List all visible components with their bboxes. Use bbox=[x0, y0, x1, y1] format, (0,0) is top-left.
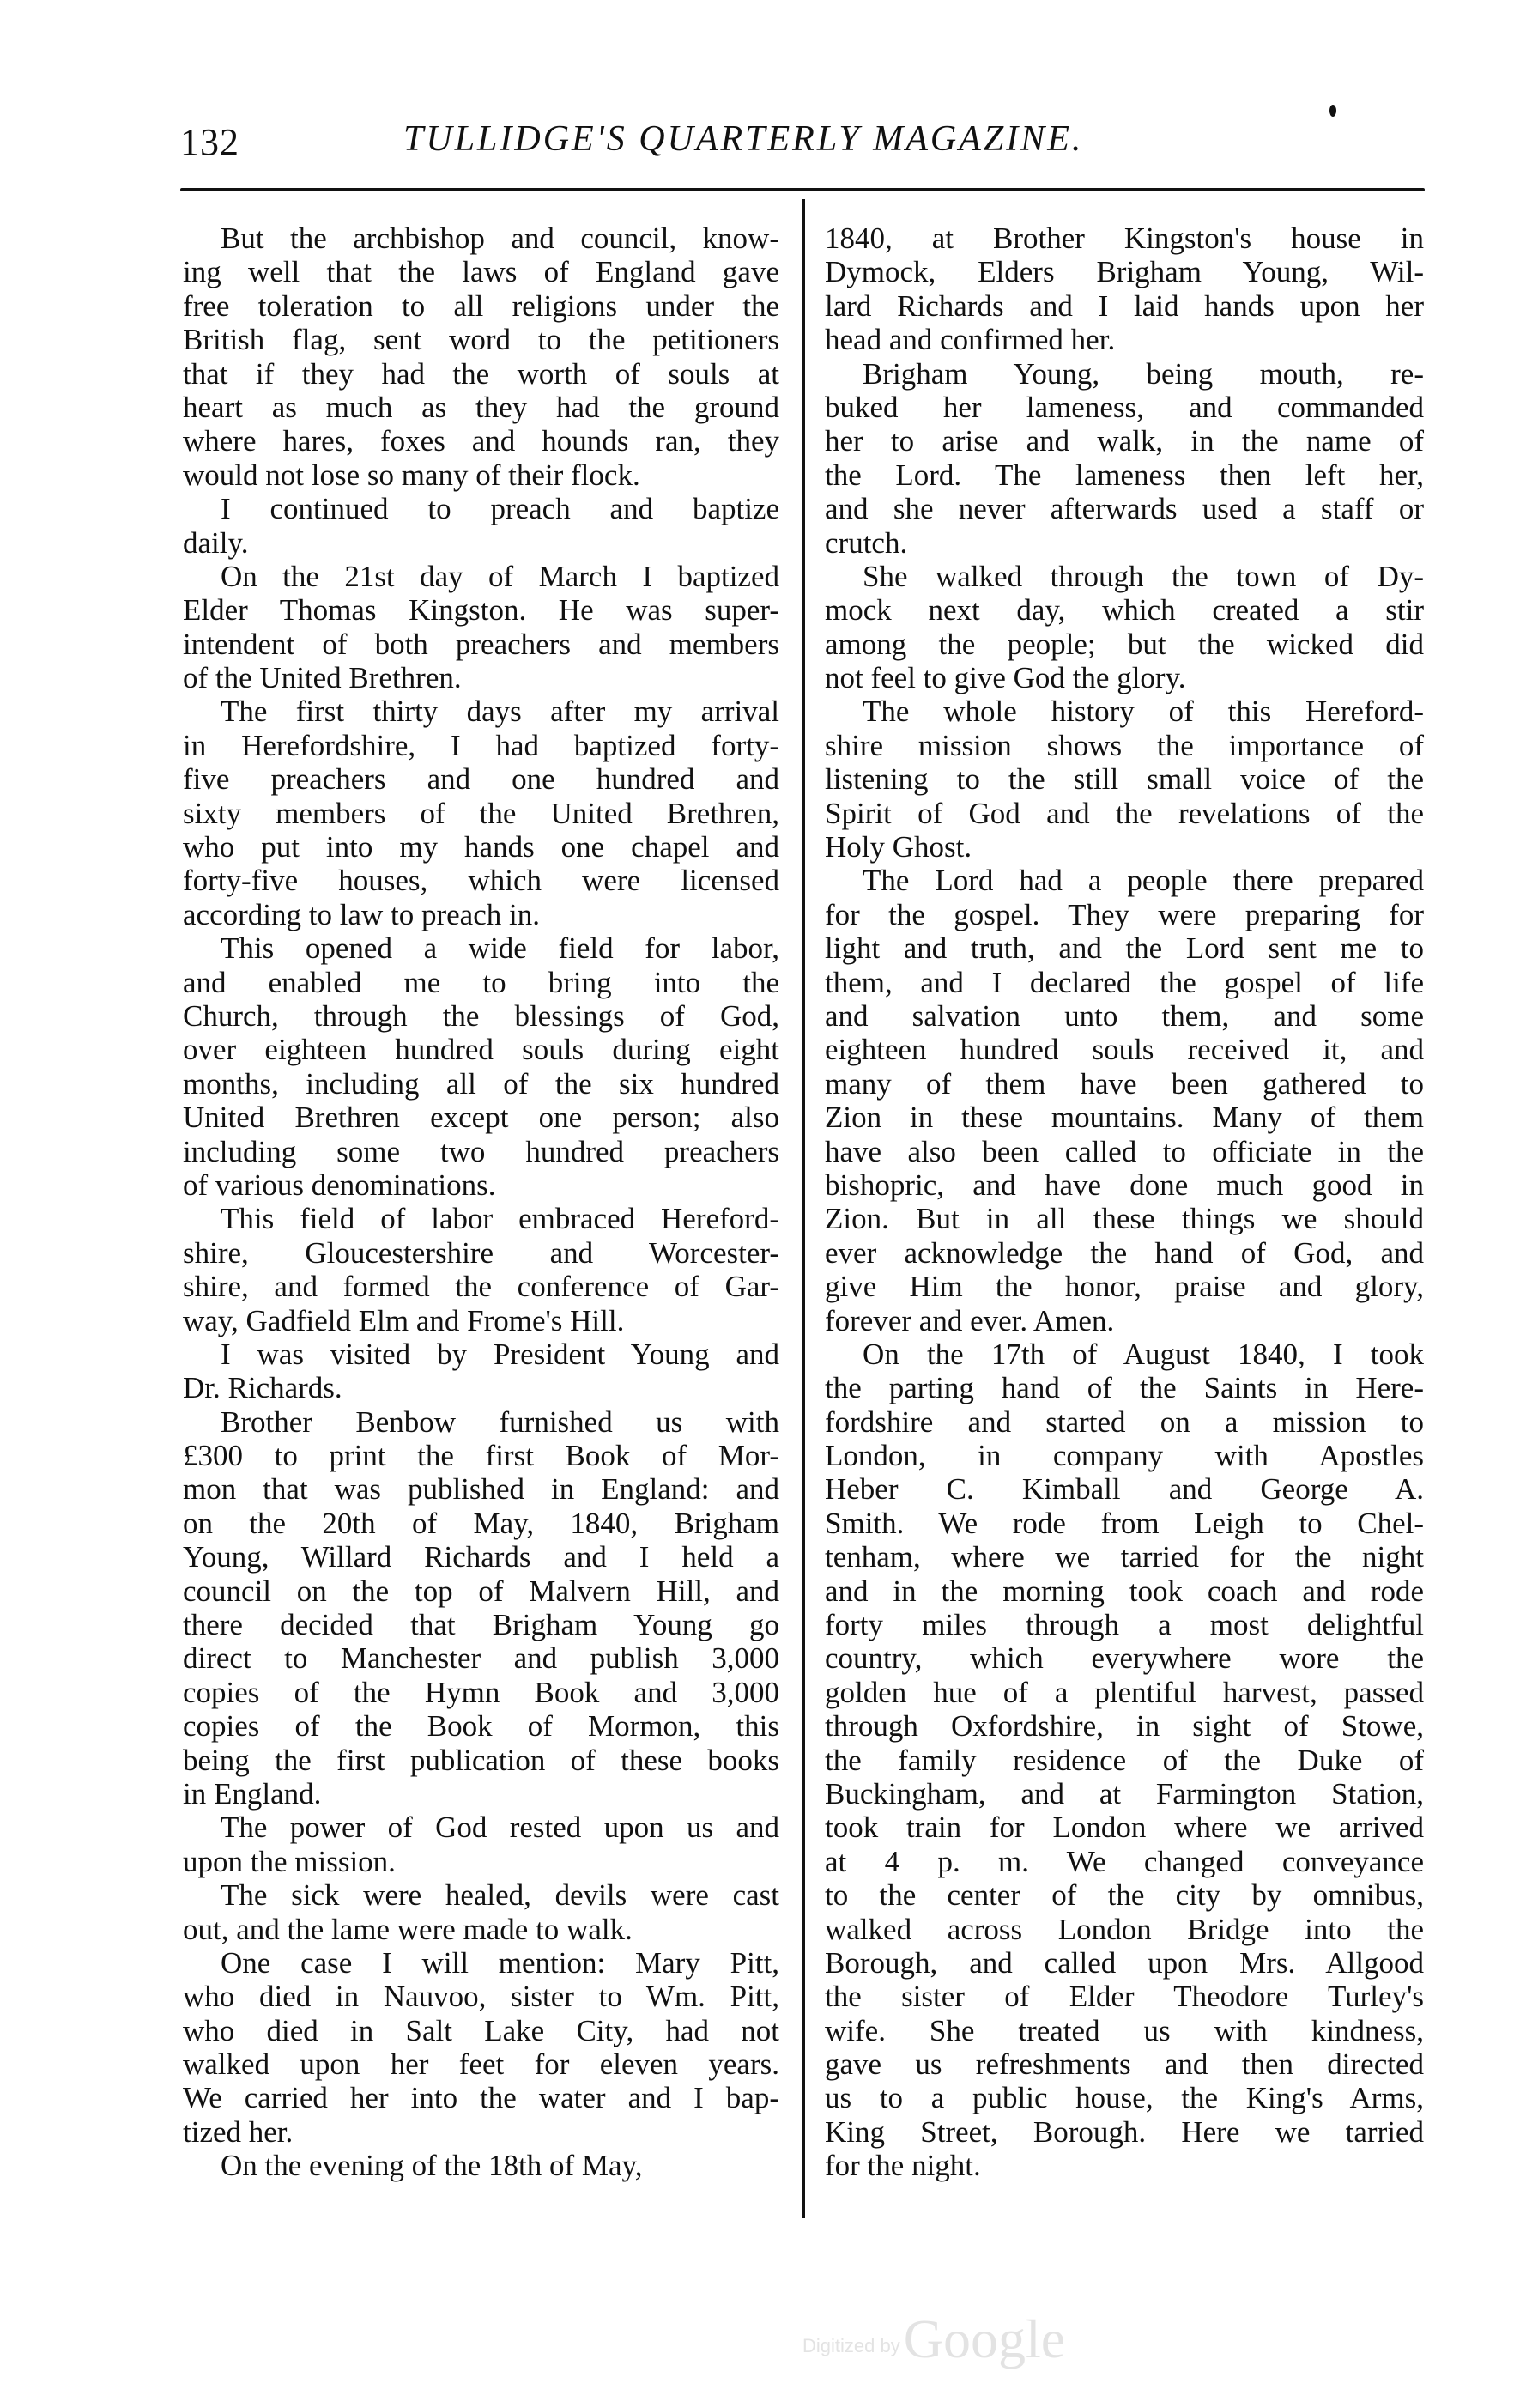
paragraph bbox=[183, 560, 779, 695]
text-line: Dr. Richards. bbox=[183, 1371, 342, 1405]
text-line: British flag, sent word to the petitioners bbox=[183, 323, 779, 357]
column-divider bbox=[802, 199, 805, 2218]
text-line: who died in Nauvoo, sister to Wm. Pitt, bbox=[183, 1980, 779, 2014]
paragraph bbox=[183, 1405, 779, 1811]
text-line: months, including all of the six hundred bbox=[183, 1066, 779, 1101]
print-speck bbox=[1329, 105, 1336, 117]
paragraph bbox=[183, 1202, 779, 1337]
paragraph bbox=[825, 694, 1424, 864]
text-line: Smith. We rode from Leigh to Chel- bbox=[825, 1506, 1424, 1540]
watermark-text: Digitized by bbox=[802, 2335, 900, 2356]
text-line: over eighteen hundred souls during eight bbox=[183, 1033, 779, 1067]
text-line: way, Gadfield Elm and Frome's Hill. bbox=[183, 1303, 625, 1337]
text-line: us to a public house, the King's Arms, bbox=[825, 2081, 1424, 2115]
text-line: the Lord. The lameness then left her, bbox=[825, 458, 1424, 492]
text-line: ever acknowledge the hand of God, and bbox=[825, 1235, 1424, 1270]
text-line: council on the top of Malvern Hill, and bbox=[183, 1574, 779, 1608]
text-line: sixty members of the United Brethren, bbox=[183, 796, 779, 830]
text-line: who put into my hands one chapel and bbox=[183, 830, 779, 864]
text-line: light and truth, and the Lord sent me to bbox=[825, 931, 1424, 966]
text-line: free toleration to all religions under the bbox=[183, 288, 779, 323]
text-line: The whole history of this Hereford- bbox=[863, 694, 1424, 729]
left-column bbox=[183, 221, 779, 2183]
text-line: not feel to give God the glory. bbox=[825, 661, 1186, 695]
text-line: She walked through the town of Dy- bbox=[863, 559, 1424, 593]
google-logo: Google bbox=[903, 2308, 1066, 2369]
text-line: her to arise and walk, in the name of bbox=[825, 424, 1424, 458]
text-line: ing well that the laws of England gave bbox=[183, 255, 779, 289]
paragraph bbox=[825, 1337, 1424, 2183]
text-line: country, which everywhere wore the bbox=[825, 1641, 1424, 1676]
header-rule bbox=[180, 188, 1425, 191]
page-number: 132 bbox=[180, 121, 239, 163]
text-line: of various denominations. bbox=[183, 1168, 496, 1202]
text-line: have also been called to officiate in the bbox=[825, 1134, 1424, 1168]
text-line: listening to the still small voice of the bbox=[825, 762, 1424, 797]
text-line: Borough, and called upon Mrs. Allgood bbox=[825, 1945, 1424, 1980]
paragraph bbox=[183, 221, 779, 492]
text-line: Church, through the blessings of God, bbox=[183, 998, 779, 1033]
text-line: Brigham Young, being mouth, re- bbox=[863, 356, 1424, 391]
text-line: five preachers and one hundred and bbox=[183, 762, 779, 797]
text-line: On the 17th of August 1840, I took bbox=[863, 1337, 1424, 1371]
paragraph bbox=[183, 2149, 779, 2182]
text-line: Heber C. Kimball and George A. bbox=[825, 1472, 1424, 1507]
text-line: daily. bbox=[183, 525, 249, 560]
text-line: who died in Salt Lake City, had not bbox=[183, 2013, 779, 2047]
text-line: including some two hundred preachers bbox=[183, 1134, 779, 1168]
text-line: that if they had the worth of souls at bbox=[183, 356, 779, 391]
text-line: and salvation unto them, and some bbox=[825, 998, 1424, 1033]
text-line: 1840, at Brother Kingston's house in bbox=[825, 221, 1424, 255]
text-line: lard Richards and I laid hands upon her bbox=[825, 288, 1424, 323]
paragraph bbox=[183, 1811, 779, 1878]
text-line: golden hue of a plentiful harvest, passed bbox=[825, 1675, 1424, 1709]
text-line: mon that was published in England: and bbox=[183, 1472, 779, 1507]
paragraph bbox=[825, 560, 1424, 695]
text-line: where hares, foxes and hounds ran, they bbox=[183, 424, 779, 458]
text-line: in Herefordshire, I had baptized forty- bbox=[183, 728, 779, 762]
text-line: out, and the lame were made to walk. bbox=[183, 1912, 633, 1946]
text-line: tized her. bbox=[183, 2114, 294, 2149]
text-line: give Him the honor, praise and glory, bbox=[825, 1270, 1424, 1304]
text-line: Zion in these mountains. Many of them bbox=[825, 1101, 1424, 1135]
text-line: gave us refreshments and then directed bbox=[825, 2047, 1424, 2082]
paragraph bbox=[183, 1337, 779, 1405]
text-line: This field of labor embraced Hereford- bbox=[221, 1202, 779, 1236]
text-line: for the gospel. They were preparing for bbox=[825, 897, 1424, 931]
text-line: We carried her into the water and I bap- bbox=[183, 2081, 779, 2115]
text-line: fordshire and started on a mission to bbox=[825, 1404, 1424, 1439]
text-line: walked across London Bridge into the bbox=[825, 1912, 1424, 1946]
text-line: them, and I declared the gospel of life bbox=[825, 965, 1424, 999]
text-line: and enabled me to bring into the bbox=[183, 965, 779, 999]
text-line: Elder Thomas Kingston. He was super- bbox=[183, 593, 779, 628]
paragraph bbox=[825, 357, 1424, 560]
text-line: Young, Willard Richards and I held a bbox=[183, 1540, 779, 1574]
text-line: to the center of the city by omnibus, bbox=[825, 1878, 1424, 1913]
digitized-by-google-watermark bbox=[802, 2308, 1065, 2371]
text-line: The first thirty days after my arrival bbox=[221, 694, 779, 729]
text-line: on the 20th of May, 1840, Brigham bbox=[183, 1506, 779, 1540]
text-line: through Oxfordshire, in sight of Stowe, bbox=[825, 1709, 1424, 1744]
text-line: the parting hand of the Saints in Here- bbox=[825, 1371, 1424, 1405]
paragraph bbox=[183, 694, 779, 931]
text-line: Holy Ghost. bbox=[825, 830, 972, 864]
text-line: But the archbishop and council, know- bbox=[221, 221, 779, 255]
text-line: and she never afterwards used a staff or bbox=[825, 492, 1424, 526]
text-line: eighteen hundred souls received it, and bbox=[825, 1033, 1424, 1067]
text-line: forever and ever. Amen. bbox=[825, 1303, 1115, 1337]
text-line: would not lose so many of their flock. bbox=[183, 458, 640, 492]
text-line: there decided that Brigham Young go bbox=[183, 1608, 779, 1642]
text-line: This opened a wide field for labor, bbox=[221, 931, 779, 966]
text-line: among the people; but the wicked did bbox=[825, 627, 1424, 661]
text-line: in England. bbox=[183, 1776, 322, 1811]
text-line: walked upon her feet for eleven years. bbox=[183, 2047, 779, 2082]
paragraph bbox=[825, 221, 1424, 357]
text-line: London, in company with Apostles bbox=[825, 1439, 1424, 1473]
text-line: intendent of both preachers and members bbox=[183, 627, 779, 661]
text-line: direct to Manchester and publish 3,000 bbox=[183, 1641, 779, 1676]
text-line: forty-five houses, which were licensed bbox=[183, 864, 779, 898]
text-line: On the 21st day of March I baptized bbox=[221, 559, 779, 593]
text-line: The Lord had a people there prepared bbox=[863, 864, 1424, 898]
text-line: shire, and formed the conference of Gar- bbox=[183, 1270, 779, 1304]
text-line: On the evening of the 18th of May, bbox=[221, 2149, 643, 2183]
text-line: tenham, where we tarried for the night bbox=[825, 1540, 1424, 1574]
paragraph bbox=[183, 1878, 779, 1946]
text-line: United Brethren except one person; also bbox=[183, 1101, 779, 1135]
running-title: TULLIDGE'S QUARTERLY MAGAZINE. bbox=[403, 119, 1084, 159]
text-line: heart as much as they had the ground bbox=[183, 390, 779, 424]
text-line: £300 to print the first Book of Mor- bbox=[183, 1439, 779, 1473]
text-line: many of them have been gathered to bbox=[825, 1066, 1424, 1101]
text-line: mock next day, which created a stir bbox=[825, 593, 1424, 628]
text-line: shire, Gloucestershire and Worcester- bbox=[183, 1235, 779, 1270]
text-line: being the first publication of these books bbox=[183, 1743, 779, 1777]
right-column bbox=[825, 221, 1424, 2183]
text-line: upon the mission. bbox=[183, 1844, 396, 1878]
text-line: crutch. bbox=[825, 525, 908, 560]
text-line: wife. She treated us with kindness, bbox=[825, 2013, 1424, 2047]
paragraph bbox=[183, 492, 779, 560]
text-line: Spirit of God and the revelations of the bbox=[825, 796, 1424, 830]
text-line: for the night. bbox=[825, 2149, 981, 2183]
text-line: buked her lameness, and commanded bbox=[825, 390, 1424, 424]
text-line: Brother Benbow furnished us with bbox=[221, 1404, 779, 1439]
text-line: forty miles through a most delightful bbox=[825, 1608, 1424, 1642]
text-line: took train for London where we arrived bbox=[825, 1811, 1424, 1845]
text-line: The sick were healed, devils were cast bbox=[221, 1878, 779, 1913]
text-line: the family residence of the Duke of bbox=[825, 1743, 1424, 1777]
paragraph bbox=[183, 931, 779, 1202]
text-line: of the United Brethren. bbox=[183, 661, 462, 695]
text-line: copies of the Hymn Book and 3,000 bbox=[183, 1675, 779, 1709]
text-line: shire mission shows the importance of bbox=[825, 728, 1424, 762]
text-line: The power of God rested upon us and bbox=[221, 1811, 779, 1845]
text-line: the sister of Elder Theodore Turley's bbox=[825, 1980, 1424, 2014]
text-line: Dymock, Elders Brigham Young, Wil- bbox=[825, 255, 1424, 289]
paragraph bbox=[183, 1946, 779, 2149]
text-line: head and confirmed her. bbox=[825, 323, 1116, 357]
text-line: according to law to preach in. bbox=[183, 897, 540, 931]
text-line: at 4 p. m. We changed conveyance bbox=[825, 1844, 1424, 1878]
text-line: bishopric, and have done much good in bbox=[825, 1168, 1424, 1202]
text-line: One case I will mention: Mary Pitt, bbox=[221, 1945, 779, 1980]
text-line: King Street, Borough. Here we tarried bbox=[825, 2114, 1424, 2149]
paragraph bbox=[825, 864, 1424, 1337]
text-line: I was visited by President Young and bbox=[221, 1337, 779, 1371]
text-line: and in the morning took coach and rode bbox=[825, 1574, 1424, 1608]
text-line: I continued to preach and baptize bbox=[221, 492, 779, 526]
text-line: Zion. But in all these things we should bbox=[825, 1202, 1424, 1236]
text-line: Buckingham, and at Farmington Station, bbox=[825, 1776, 1424, 1811]
text-line: copies of the Book of Mormon, this bbox=[183, 1709, 779, 1744]
